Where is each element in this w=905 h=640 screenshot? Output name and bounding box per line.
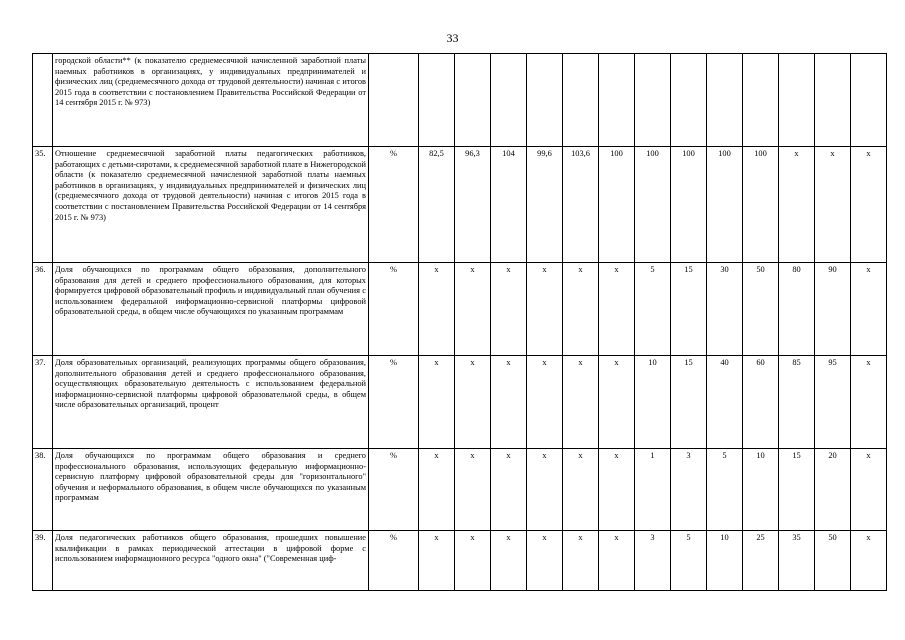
value-cell: 3: [671, 449, 707, 531]
value-cell: 5: [635, 263, 671, 356]
page-number: 33: [446, 31, 459, 45]
row-number: [33, 54, 53, 147]
value-cell: 100: [599, 147, 635, 263]
value-cell: 15: [779, 449, 815, 531]
value-cell: 85: [779, 356, 815, 449]
value-cell: [815, 54, 851, 147]
value-cell: x: [599, 263, 635, 356]
value-cell: x: [419, 356, 455, 449]
value-cell: 96,3: [455, 147, 491, 263]
value-cell: x: [563, 531, 599, 591]
value-cell: x: [779, 147, 815, 263]
value-cell: x: [527, 263, 563, 356]
value-cell: 95: [815, 356, 851, 449]
value-cell: x: [455, 449, 491, 531]
value-cell: 5: [707, 449, 743, 531]
value-cell: 15: [671, 356, 707, 449]
value-cell: 10: [707, 531, 743, 591]
value-cell: x: [527, 356, 563, 449]
table-row: [33, 263, 887, 356]
value-cell: [635, 54, 671, 147]
value-cell: 35: [779, 531, 815, 591]
value-cell: 10: [635, 356, 671, 449]
value-cell: 50: [815, 531, 851, 591]
row-number: 35.: [33, 147, 53, 263]
table-row: [33, 54, 887, 147]
indicators-table: [32, 53, 887, 591]
value-cell: x: [563, 356, 599, 449]
value-cell: 30: [707, 263, 743, 356]
indicator-description: Доля педагогических работников общего образования, прошедших повышение квалификации в рамках периодической аттестации в цифровой форме с использованием информационного ресурса "одного окна" ("Современная циф-: [53, 531, 369, 591]
value-cell: [779, 54, 815, 147]
value-cell: x: [563, 263, 599, 356]
value-cell: x: [851, 147, 887, 263]
value-cell: x: [563, 449, 599, 531]
table-row: [33, 449, 887, 531]
row-number: 39.: [33, 531, 53, 591]
value-cell: 99,6: [527, 147, 563, 263]
table-row: [33, 356, 887, 449]
value-cell: 20: [815, 449, 851, 531]
value-cell: x: [419, 263, 455, 356]
table-row: [33, 531, 887, 591]
value-cell: [851, 54, 887, 147]
value-cell: 90: [815, 263, 851, 356]
value-cell: x: [455, 356, 491, 449]
unit-cell: %: [369, 356, 419, 449]
value-cell: x: [455, 531, 491, 591]
value-cell: [563, 54, 599, 147]
value-cell: 103,6: [563, 147, 599, 263]
value-cell: 1: [635, 449, 671, 531]
value-cell: 60: [743, 356, 779, 449]
value-cell: [671, 54, 707, 147]
value-cell: x: [599, 531, 635, 591]
value-cell: [743, 54, 779, 147]
value-cell: x: [491, 263, 527, 356]
value-cell: x: [851, 356, 887, 449]
value-cell: 5: [671, 531, 707, 591]
value-cell: 104: [491, 147, 527, 263]
unit-cell: %: [369, 449, 419, 531]
value-cell: 100: [743, 147, 779, 263]
row-number: 37.: [33, 356, 53, 449]
value-cell: 15: [671, 263, 707, 356]
value-cell: 100: [707, 147, 743, 263]
unit-cell: %: [369, 147, 419, 263]
value-cell: 3: [635, 531, 671, 591]
value-cell: [599, 54, 635, 147]
value-cell: x: [599, 449, 635, 531]
value-cell: [527, 54, 563, 147]
value-cell: x: [491, 531, 527, 591]
value-cell: 100: [635, 147, 671, 263]
table-body: [33, 54, 887, 591]
row-number: 38.: [33, 449, 53, 531]
table-row: [33, 147, 887, 263]
indicator-description: Доля обучающихся по программам общего образования, дополнительного образования для детей и среднего профессионального образования, для которых формируется цифровой образовательный профиль и индивидуальный план обучения с использованием федеральной информационно-сервисной платформы цифровой образовательной среды, в общем числе обучающихся по указанным программам: [53, 263, 369, 356]
value-cell: x: [815, 147, 851, 263]
value-cell: x: [599, 356, 635, 449]
value-cell: x: [491, 356, 527, 449]
value-cell: x: [851, 263, 887, 356]
indicator-description: Отношение среднемесячной заработной платы педагогических работников, работающих с детьми-сиротами, к среднемесячной заработной плате в Нижегородской области (к показателю среднемесячной начисленной заработной платы наемных работников в организациях, у индивидуальных предпринимателей и физических лиц (среднемесячного дохода от трудовой деятельности) начиная с итогов 2015 года в соответствии с постановлением Правительства Российской Федерации от 14 сентября 2015 г. № 973): [53, 147, 369, 263]
value-cell: 82,5: [419, 147, 455, 263]
value-cell: [491, 54, 527, 147]
value-cell: x: [527, 449, 563, 531]
value-cell: 40: [707, 356, 743, 449]
value-cell: [455, 54, 491, 147]
value-cell: [419, 54, 455, 147]
value-cell: 10: [743, 449, 779, 531]
value-cell: x: [851, 449, 887, 531]
value-cell: 25: [743, 531, 779, 591]
indicator-description: Доля образовательных организаций, реализующих программы общего образования, дополнительного образования детей и среднего профессионального образования, осуществляющих образовательную деятельность с использованием федеральной информационно-сервисной платформы цифровой образовательной среды, в общем числе образовательных организаций, процент: [53, 356, 369, 449]
unit-cell: %: [369, 531, 419, 591]
indicator-description: Доля обучающихся по программам общего образования и среднего профессионального образования, использующих федеральную информационно-сервисную платформу цифровой образовательной среды для "горизонтального" обучения и неформального образования, в общем числе обучающихся по указанным программам: [53, 449, 369, 531]
value-cell: [707, 54, 743, 147]
value-cell: 50: [743, 263, 779, 356]
indicator-description: городской области** (к показателю среднемесячной начисленной заработной платы наемных работников в организациях, у индивидуальных предпринимателей и физических лиц (среднемесячного дохода от трудовой деятельности) начиная с итогов 2015 года в соответствии с постановлением Правительства Российской Федерации от 14 сентября 2015 г. № 973): [53, 54, 369, 147]
value-cell: x: [455, 263, 491, 356]
value-cell: x: [419, 531, 455, 591]
row-number: 36.: [33, 263, 53, 356]
value-cell: 100: [671, 147, 707, 263]
unit-cell: %: [369, 263, 419, 356]
value-cell: x: [419, 449, 455, 531]
value-cell: x: [491, 449, 527, 531]
value-cell: x: [851, 531, 887, 591]
unit-cell: [369, 54, 419, 147]
value-cell: x: [527, 531, 563, 591]
value-cell: 80: [779, 263, 815, 356]
